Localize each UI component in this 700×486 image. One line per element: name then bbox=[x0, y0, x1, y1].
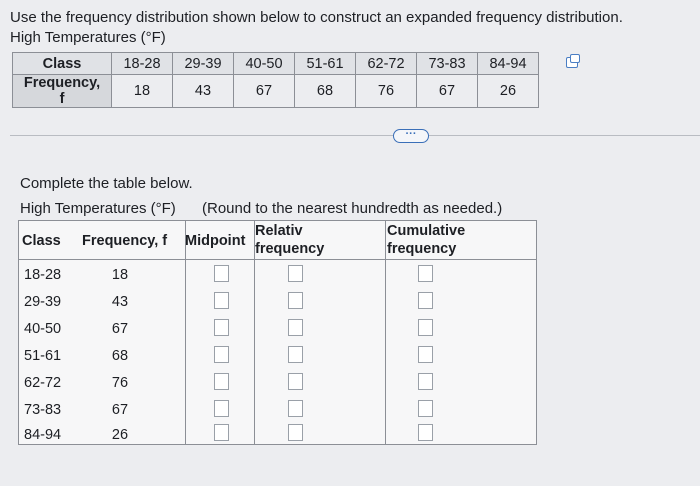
expanded-frequency-table bbox=[18, 220, 537, 445]
frequency-header: Frequency, f bbox=[13, 75, 112, 108]
show-more-button[interactable]: ··· bbox=[393, 129, 429, 143]
row-frequency: 68 bbox=[111, 348, 129, 364]
row-class: 62-72 bbox=[24, 375, 62, 391]
cumulative-frequency-input[interactable] bbox=[418, 265, 433, 282]
cumulative-frequency-input[interactable] bbox=[418, 292, 433, 309]
header-divider bbox=[19, 259, 536, 260]
relative-frequency-input[interactable] bbox=[288, 424, 303, 441]
row-frequency: 26 bbox=[111, 427, 129, 443]
column-divider bbox=[385, 221, 386, 444]
class-cell: 29-39 bbox=[173, 53, 234, 75]
row-class: 84-94 bbox=[24, 427, 62, 443]
row-frequency: 76 bbox=[111, 375, 129, 391]
row-frequency: 18 bbox=[111, 267, 129, 283]
cumulative-frequency-header-line2: frequency bbox=[387, 241, 457, 257]
frequency-cell: 68 bbox=[295, 75, 356, 108]
class-cell: 62-72 bbox=[356, 53, 417, 75]
column-divider bbox=[185, 221, 186, 444]
row-frequency: 67 bbox=[111, 321, 129, 337]
midpoint-column-header: Midpoint bbox=[185, 233, 246, 249]
class-column-header: Class bbox=[22, 233, 61, 249]
row-frequency: 43 bbox=[111, 294, 129, 310]
midpoint-input[interactable] bbox=[214, 373, 229, 390]
instruction-text: Complete the table below. bbox=[20, 175, 193, 192]
row-class: 51-61 bbox=[24, 348, 62, 364]
rounding-note: (Round to the nearest hundredth as needed.) bbox=[202, 200, 503, 217]
cumulative-frequency-input[interactable] bbox=[418, 346, 433, 363]
class-header: Class bbox=[13, 53, 112, 75]
relative-frequency-header-line1: Relativ bbox=[255, 223, 303, 239]
frequency-cell: 67 bbox=[234, 75, 295, 108]
copy-data-icon[interactable] bbox=[566, 57, 578, 68]
class-cell: 84-94 bbox=[478, 53, 539, 75]
frequency-cell: 26 bbox=[478, 75, 539, 108]
relative-frequency-input[interactable] bbox=[288, 292, 303, 309]
cumulative-frequency-input[interactable] bbox=[418, 400, 433, 417]
relative-frequency-header-line2: frequency bbox=[255, 241, 325, 257]
question-prompt: Use the frequency distribution shown below to construct an expanded frequency distribution. bbox=[10, 9, 623, 26]
cumulative-frequency-input[interactable] bbox=[418, 373, 433, 390]
midpoint-input[interactable] bbox=[214, 424, 229, 441]
frequency-cell: 18 bbox=[112, 75, 173, 108]
midpoint-input[interactable] bbox=[214, 346, 229, 363]
row-class: 40-50 bbox=[24, 321, 62, 337]
class-cell: 40-50 bbox=[234, 53, 295, 75]
midpoint-input[interactable] bbox=[214, 319, 229, 336]
cumulative-frequency-input[interactable] bbox=[418, 319, 433, 336]
cumulative-frequency-header-line1: Cumulative bbox=[387, 223, 466, 239]
given-table-title: High Temperatures (°F) bbox=[10, 29, 166, 46]
frequency-cell: 76 bbox=[356, 75, 417, 108]
row-class: 29-39 bbox=[24, 294, 62, 310]
section-divider bbox=[10, 135, 700, 136]
midpoint-input[interactable] bbox=[214, 265, 229, 282]
midpoint-input[interactable] bbox=[214, 400, 229, 417]
midpoint-input[interactable] bbox=[214, 292, 229, 309]
class-cell: 51-61 bbox=[295, 53, 356, 75]
class-cell: 18-28 bbox=[112, 53, 173, 75]
answer-table-title: High Temperatures (°F) bbox=[20, 200, 176, 217]
row-frequency: 67 bbox=[111, 402, 129, 418]
row-class: 73-83 bbox=[24, 402, 62, 418]
relative-frequency-input[interactable] bbox=[288, 319, 303, 336]
frequency-column-header: Frequency, f bbox=[82, 233, 168, 249]
relative-frequency-input[interactable] bbox=[288, 400, 303, 417]
cumulative-frequency-input[interactable] bbox=[418, 424, 433, 441]
given-frequency-table bbox=[12, 52, 539, 108]
row-class: 18-28 bbox=[24, 267, 62, 283]
class-cell: 73-83 bbox=[417, 53, 478, 75]
relative-frequency-input[interactable] bbox=[288, 373, 303, 390]
relative-frequency-input[interactable] bbox=[288, 346, 303, 363]
frequency-cell: 43 bbox=[173, 75, 234, 108]
frequency-cell: 67 bbox=[417, 75, 478, 108]
relative-frequency-input[interactable] bbox=[288, 265, 303, 282]
